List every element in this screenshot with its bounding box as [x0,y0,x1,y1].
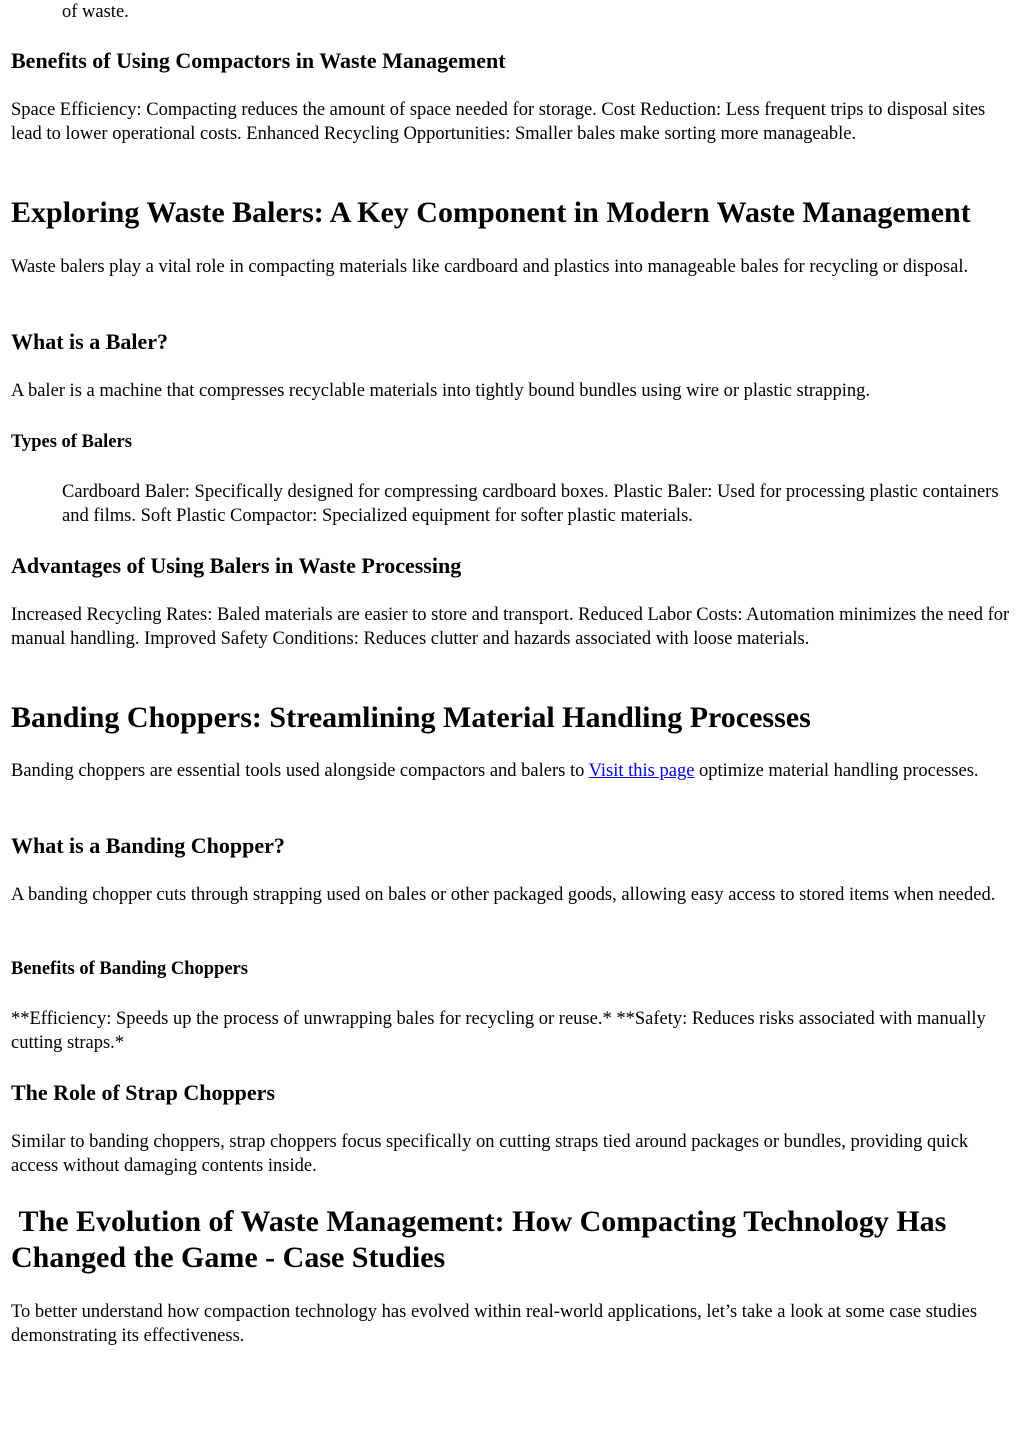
what-is-baler-text: A baler is a machine that compresses recyclable materials into tightly bound bundles using wire or plastic strapping. [11,381,871,401]
what-is-banding-chopper-text: A banding chopper cuts through strapping used on bales or other packaged goods, allowing easy access to stored items when needed. [11,885,996,905]
evolution-intro-text: To better understand how compaction technology has evolved within real-world applications, let’s take a look at some case studies demonstrating its effectiveness. [11,1302,978,1346]
types-of-balers-heading: Types of Balers [11,432,132,452]
banding-choppers-intro [11,760,1014,784]
strap-choppers-heading: The Role of Strap Choppers [11,1080,276,1105]
top-fragment-text: of waste. [62,2,129,22]
what-is-baler-heading: What is a Baler? [11,329,169,354]
evolution-section-heading: The Evolution of Waste Management: How Compacting Technology Has Changed the Game - Case Studies [11,1205,954,1274]
strap-choppers-text: Similar to banding choppers, strap choppers focus specifically on cutting straps tied around packages or bundles, providing quick access without damaging contents inside. [11,1132,969,1176]
banding-chopper-benefits-text: **Efficiency: Speeds up the process of unwrapping bales for recycling or reuse.* **Safety: Reduces risks associated with manually cutting straps.* [11,1009,986,1053]
types-of-balers-text: Cardboard Baler: Specifically designed for compressing cardboard boxes. Plastic Baler: Used for processing plastic containers and films. Soft Plastic Compactor: Specialized equipment for softer plastic materials. [62,482,999,526]
compactor-benefits-heading: Benefits of Using Compactors in Waste Management [11,48,506,73]
banding-choppers-section-heading: Banding Choppers: Streamlining Material Handling Processes [11,701,811,734]
baler-advantages-text: Increased Recycling Rates: Baled materials are easier to store and transport. Reduced Labor Costs: Automation minimizes the need for manual handling. Improved Safety Conditions: Reduces clutter and hazards associated with loose materials. [11,605,1010,649]
banding-chopper-benefits-heading: Benefits of Banding Choppers [11,959,248,979]
intro-text-before-link: Banding choppers are essential tools used alongside compactors and balers to [11,761,589,781]
baler-advantages-heading: Advantages of Using Balers in Waste Processing [11,553,462,578]
compactor-benefits-text: Space Efficiency: Compacting reduces the amount of space needed for storage. Cost Reduction: Less frequent trips to disposal sites lead to lower operational costs. Enhanced Recycling Opportunities: Smaller bales make sorting more manageable. [11,100,986,144]
balers-intro-text: Waste balers play a vital role in compacting materials like cardboard and plastics into manageable bales for recycling or disposal. [11,257,969,277]
what-is-banding-chopper-heading: What is a Banding Chopper? [11,833,285,858]
intro-text-after-link: optimize material handling processes. [694,761,979,781]
visit-this-page-link[interactable]: Visit this page [588,761,695,781]
balers-section-heading: Exploring Waste Balers: A Key Component in Modern Waste Management [11,196,971,229]
